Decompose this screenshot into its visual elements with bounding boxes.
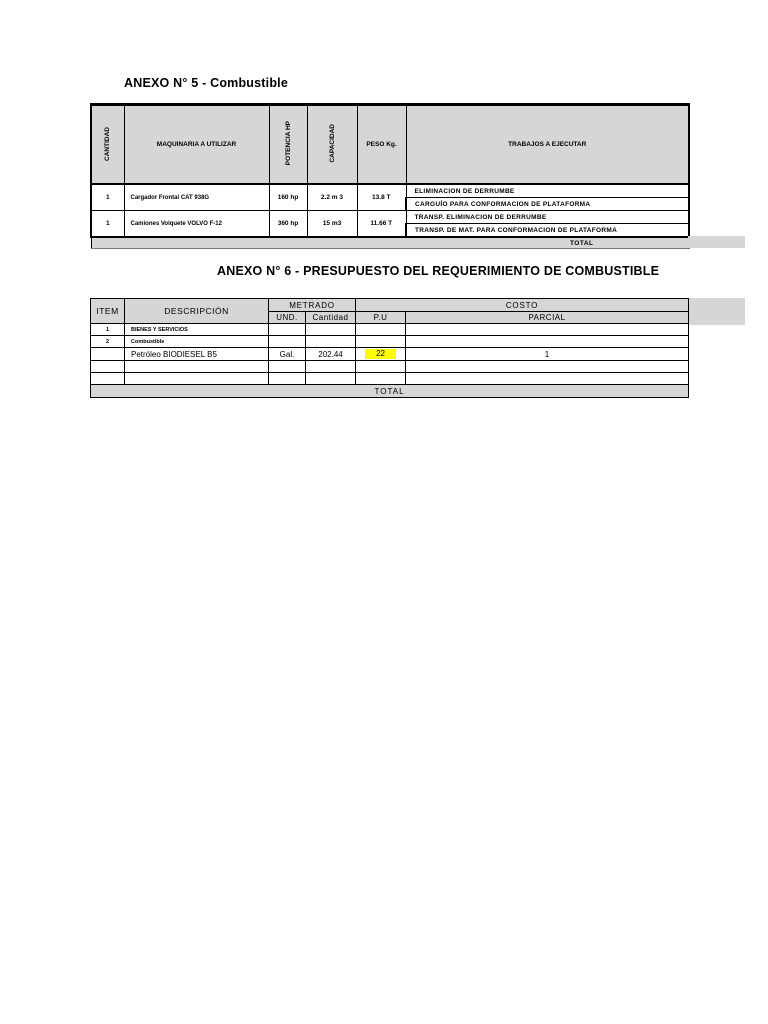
total-label: TOTAL (91, 385, 689, 398)
cell-und (269, 324, 306, 336)
header-potencia: POTENCIA HP (269, 105, 307, 185)
pu-value: 22 (365, 349, 396, 359)
cell-empty (306, 361, 356, 373)
cell-cantidad: 1 (91, 184, 124, 211)
cell-potencia: 160 hp (269, 184, 307, 211)
cell-empty (125, 361, 269, 373)
machinery-total-row (91, 237, 689, 249)
header-capacidad: CAPACIDAD (307, 105, 357, 185)
cell-empty (306, 373, 356, 385)
header-cantidad: CANTIDAD (91, 105, 124, 185)
cell-empty (356, 361, 406, 373)
budget-table (90, 298, 689, 398)
machinery-row (91, 211, 689, 224)
cell-empty (406, 373, 689, 385)
total-label: TOTAL (91, 237, 689, 249)
cell-empty (125, 373, 269, 385)
cell-pu-highlighted[interactable] (356, 348, 406, 361)
header-maquinaria: MAQUINARIA A UTILIZAR (124, 105, 269, 185)
header-item: ITEM (91, 299, 125, 324)
header-descripcion: DESCRIPCIÓN (125, 299, 269, 324)
cell-empty (269, 361, 306, 373)
cell-trabajo: ELIMINACION DE DERRUMBE (406, 184, 689, 198)
cell-potencia: 360 hp (269, 211, 307, 238)
annex6-title: ANEXO N° 6 - PRESUPUESTO DEL REQUERIMIENTO DE COMBUSTIBLE (217, 264, 660, 278)
cell-trabajo: TRANSP. ELIMINACION DE DERRUMBE (406, 211, 689, 224)
header-costo: COSTO (356, 299, 689, 312)
budget-row (91, 348, 689, 361)
cell-empty (91, 361, 125, 373)
cell-peso: 11.66 T (357, 211, 406, 238)
budget-header-row (91, 299, 689, 312)
cell-item: 2 (91, 336, 125, 348)
cell-descripcion: Combustible (125, 336, 269, 348)
header-peso: PESO Kg. (357, 105, 406, 185)
machinery-table (90, 103, 690, 249)
cell-empty (269, 373, 306, 385)
budget-row (91, 336, 689, 348)
cell-cantidad: 1 (91, 211, 124, 238)
cell-empty (406, 361, 689, 373)
cell-parcial: 1 (406, 348, 689, 361)
header-cantidad: Cantidad (306, 312, 356, 324)
cell-und: Gal. (269, 348, 306, 361)
cell-item (91, 348, 125, 361)
cell-pu (356, 336, 406, 348)
cell-cantidad: 202.44 (306, 348, 356, 361)
cell-empty (356, 373, 406, 385)
header-band-extension (688, 298, 745, 325)
header-pu: P.U (356, 312, 406, 324)
header-metrado: METRADO (269, 299, 356, 312)
cell-cantidad (306, 324, 356, 336)
header-parcial: PARCIAL (406, 312, 689, 324)
cell-pu (356, 324, 406, 336)
cell-trabajo: TRANSP. DE MAT. PARA CONFORMACION DE PLATAFORMA (406, 224, 689, 238)
cell-maquinaria: Cargador Frontal CAT 938G (124, 184, 269, 211)
cell-item: 1 (91, 324, 125, 336)
budget-row (91, 324, 689, 336)
cell-maquinaria: Camiones Volquete VOLVO F-12 (124, 211, 269, 238)
machinery-row (91, 184, 689, 198)
total-band-extension (688, 236, 745, 248)
cell-cantidad (306, 336, 356, 348)
cell-trabajo: CARGUÍO PARA CONFORMACION DE PLATAFORMA (406, 198, 689, 211)
cell-capacidad: 2.2 m 3 (307, 184, 357, 211)
cell-capacidad: 15 m3 (307, 211, 357, 238)
budget-row-empty (91, 373, 689, 385)
annex5-title-sub: - Combustible (198, 76, 288, 90)
budget-total-row (91, 385, 689, 398)
cell-parcial (406, 336, 689, 348)
cell-empty (91, 373, 125, 385)
cell-descripcion: Petróleo BIODIESEL B5 (125, 348, 269, 361)
cell-und (269, 336, 306, 348)
header-und: UND. (269, 312, 306, 324)
header-trabajos: TRABAJOS A EJECUTAR (406, 105, 689, 185)
annex5-title (124, 76, 288, 90)
machinery-header-row (91, 105, 689, 185)
cell-peso: 13.8 T (357, 184, 406, 211)
cell-parcial (406, 324, 689, 336)
budget-row-empty (91, 361, 689, 373)
cell-descripcion: BIENES Y SERVICIOS (125, 324, 269, 336)
annex5-title-main: ANEXO N° 5 (124, 76, 199, 90)
